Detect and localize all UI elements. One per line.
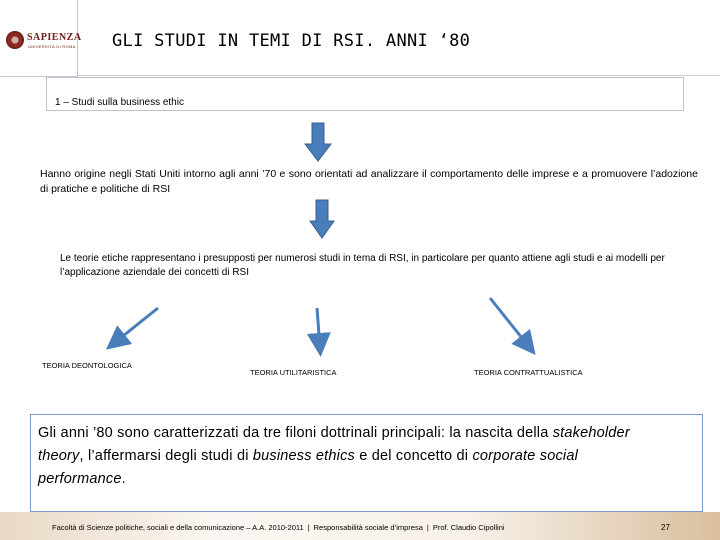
theory-contractual: TEORIA CONTRATTUALISTICA (474, 368, 583, 377)
summary-box (30, 414, 703, 512)
section-label: 1 – Studi sulla business ethic (55, 97, 184, 108)
diagonal-arrows (100, 290, 540, 360)
section-header-box (46, 77, 684, 111)
summary-text: Gli anni ’80 sono caratterizzati da tre filoni dottrinali principali: la nascita della stakeholder theory, l’affermarsi degli studi di business ethics e del concetto di corporate social performance. (38, 425, 630, 487)
footer-course: Responsabilità sociale d’impresa (313, 523, 423, 532)
diagonal-arrow-icon (490, 298, 530, 348)
university-logo (0, 0, 82, 77)
page-title: GLI STUDI IN TEMI DI RSI. ANNI ‘80 (112, 31, 471, 51)
footer-faculty: Facoltà di Scienze politiche, sociali e della comunicazione – A.A. 2010-2011 (52, 523, 304, 532)
origin-paragraph: Hanno origine negli Stati Uniti intorno agli anni ’70 e sono orientati ad analizzare il comportamento delle imprese e a promuovere l’adozione di pratiche e politiche di RSI (40, 168, 698, 195)
down-arrow-icon (309, 199, 335, 239)
page-number: 27 (661, 523, 670, 532)
logo-subtitle: UNIVERSITÀ DI ROMA (28, 44, 76, 49)
footer (0, 512, 720, 540)
footer-professor: Prof. Claudio Cipollini (432, 523, 505, 532)
down-arrow-icon (304, 122, 332, 162)
diagonal-arrow-icon (113, 308, 158, 344)
footer-info: Facoltà di Scienze politiche, sociali e della comunicazione – A.A. 2010-2011 | Responsabilità sociale d’impresa | Prof. Claudio Cipollini (52, 523, 505, 532)
theory-utilitarian: TEORIA UTILITARISTICA (250, 368, 337, 377)
down-arrow-icon (317, 308, 320, 348)
logo-name: SAPIENZA (27, 32, 82, 43)
university-seal-icon (6, 31, 24, 49)
theory-deontological: TEORIA DEONTOLOGICA (42, 361, 132, 370)
title-divider (78, 75, 720, 76)
ethical-theories-paragraph: Le teorie etiche rappresentano i presupposti per numerosi studi in tema di RSI, in particolare per quanto attiene agli studi e ai modelli per l’applicazione aziendale dei concetti di RSI (60, 253, 665, 278)
